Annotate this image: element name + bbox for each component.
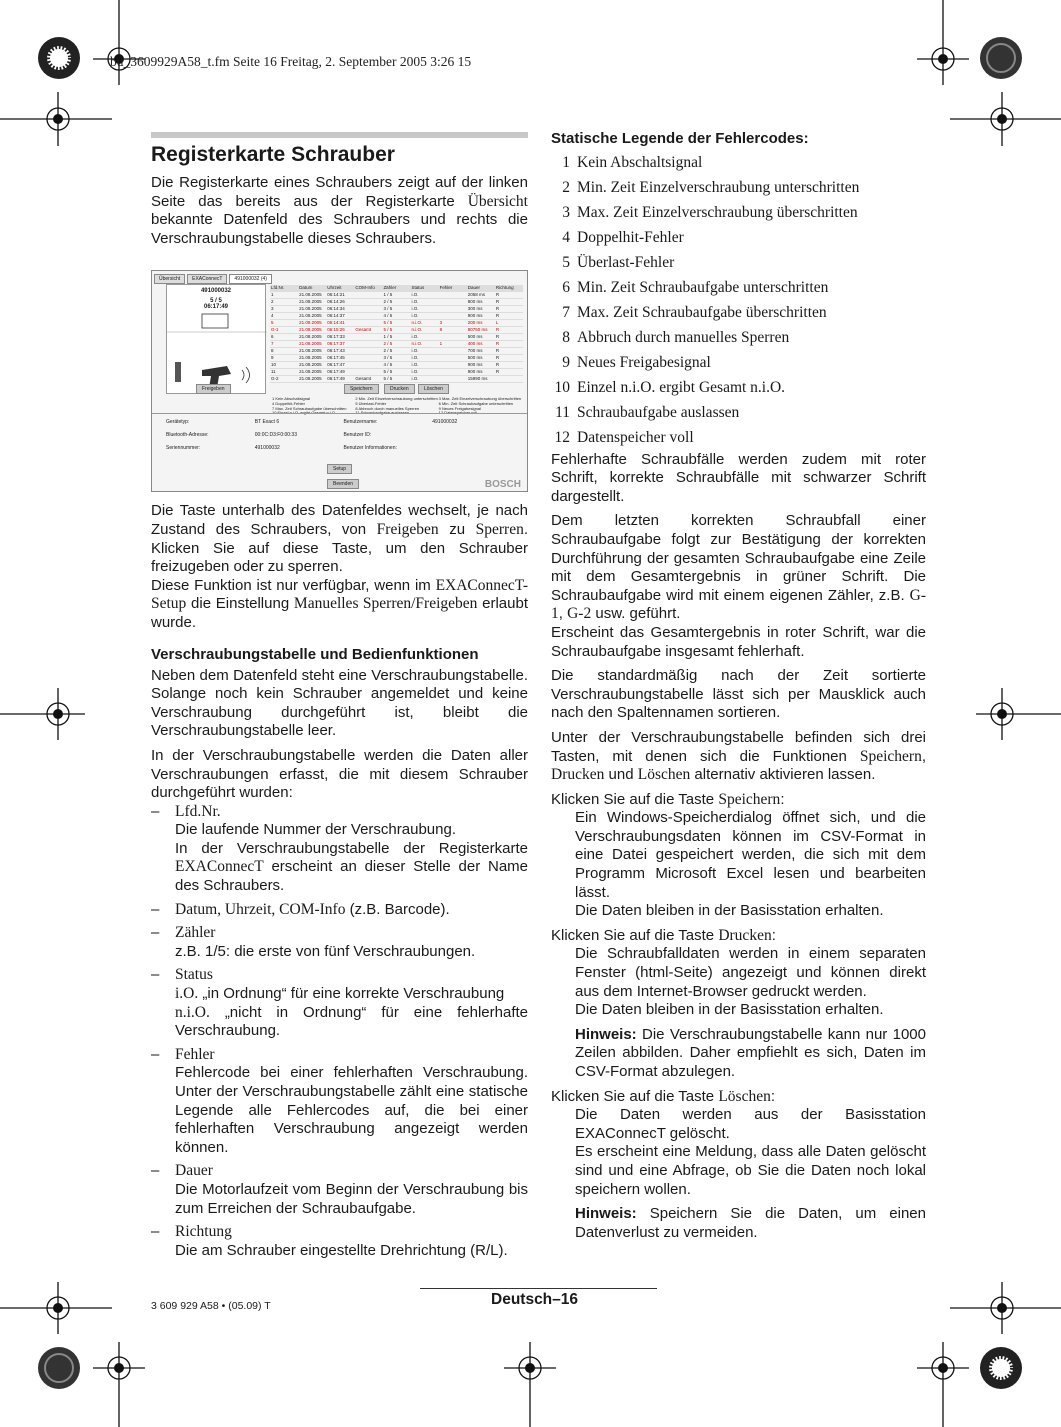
loeschen-note: Es erscheint eine Meldung, dass alle Daten gelöscht sind und eine Abfrage, ob Sie die Daten noch lokal speichern wollen. [575,1143,926,1198]
screenshot-figure [151,270,528,492]
legend-item: 7 Max. Zeit Schraubaufgabe überschritten [562,303,827,321]
table-row[interactable]: 6 21.08.2005 06:17:33 1 / 5 i.O. 500 ms R [270,334,523,341]
device-info: Gerätetyp: BT Exact 6 Benutzername: 491000032 Bluetooth-Adresse: 00:0C:D3:F0:00:33 Benutzer ID: Seriennummer: 491000032 Benutzer Informationen: [166,419,458,452]
section-title: Registerkarte Schrauber [151,143,395,166]
legend-item: 4 Doppelhit-Fehler [562,228,684,246]
table-row[interactable]: 10 21.08.2005 06:17:47 4 / 5 i.O. 900 ms R [270,362,523,369]
right-column [551,130,926,1242]
standard-paragraph: Die standardmäßig nach der Zeit sortierte Verschraubungstabelle lässt sich per Mausklick auch nach den Spaltennamen sortieren. [551,667,926,722]
table-row[interactable]: 1 21.08.2005 06:14:21 1 / 5 i.O. 2058 ms R [270,292,523,299]
hinweis-2: Hinweis: Speichern Sie die Daten, um einen Datenverlust zu vermeiden. [575,1205,926,1241]
footer-rule [420,1288,657,1289]
table-row[interactable]: 7 21.08.2005 06:17:37 2 / 5 n.i.O. 1 400 ms R [270,341,523,348]
setup-button[interactable]: Setup [327,464,352,474]
legend-item: 9 Neues Freigabesignal [562,353,711,371]
figure-tabs [154,274,272,284]
legend-item: 8 Abbruch durch manuelles Sperren [562,328,790,346]
device-id: 491000032 [200,288,232,295]
left-column [151,132,528,1265]
device-counter: 5 / 5 [210,298,222,305]
figure-legend-item: 10 Einzel n.i.O. ergibt Gesamt n.i.O. [272,410,337,416]
legend-item: 10 Einzel n.i.O. ergibt Gesamt n.i.O. [554,378,786,396]
table-row[interactable]: G-1 21.08.2005 06:15:26 Gesamt 5 / 5 n.i.O. 8 80750 ms R [270,327,523,334]
figure-legend-item: 7 Max. Zeit Schraubaufgabe überschritten [272,405,347,411]
legend-item: 11 Schraubaufgabe auslassen [555,403,740,421]
hinweis-1: Hinweis: Die Verschraubungstabelle kann nur 1000 Zeilen abbilden. Daher empfiehlt es sich, Daten im CSV-Format abzulegen. [575,1025,926,1080]
intro-paragraph: Die Registerkarte eines Schraubers zeigt auf der linken Seite das bereits aus der Registerkarte Übersicht bekannte Datenfeld des Schraubers und rechts die Verschraubungstabelle dieses Schraubers. [151,174,528,247]
list-item: – Zähler z.B. 1/5: die erste von fünf Verschraubungen. [151,924,476,960]
drucken-desc: Die Schraubfalldaten werden in einem separaten Fenster (html-Seite) angezeigt und können direkt aus dem Internet-Browser gedruckt werden. [575,945,926,1000]
fehlerhaft-paragraph: Fehlerhafte Schraubfälle werden zudem mit roter Schrift, korrekte Schraubfälle mit schwarzer Schrift dargestellt. [551,450,926,505]
subsection-title: Verschraubungstabelle und Bedienfunktionen [151,645,479,663]
screw-table [270,285,523,383]
figure-legend-item: 11 Schraubaufgabe auslassen [355,410,410,416]
legend-item: 6 Min. Zeit Schraubaufgabe unterschritten [562,278,829,296]
figure-legend-item: 3 Max. Zeit Einzelverschraubung überschritten [438,396,522,402]
loeschen-button[interactable]: Löschen [418,384,449,394]
taste-paragraph: Die Taste unterhalb des Datenfeldes wechselt, je nach Zustand des Schraubers, von Freigeben zu Sperren. Klicken Sie auf diese Taste, um den Schrauber freizugeben oder zu sperren. [151,502,528,576]
figure-legend-item: 1 Kein Abschaltsignal [272,396,311,402]
legend-item: 12 Datenspeicher voll [554,428,694,446]
freigeben-button[interactable]: Freigeben [196,384,231,394]
klick-speichern: Klicken Sie auf die Taste Speichern: [551,790,785,808]
tab-uebersicht[interactable]: Übersicht [154,274,185,284]
footer-code: 3 609 929 A58 • (05.09) T [151,1300,271,1312]
table-row[interactable]: 2 21.08.2005 06:14:26 2 / 5 i.O. 800 ms R [270,299,523,306]
device-panel [166,284,266,394]
neben-paragraph: Neben dem Datenfeld steht eine Verschraubungstabelle. Solange noch kein Schrauber angemeldet und keine Verschraubung durchgeführt ist, bleibt die Verschraubungstabelle leer. [151,666,528,740]
figure-legend-item: 5 Überlast-Fehler [355,400,387,406]
loeschen-desc: Die Daten werden aus der Basisstation EXAConnecT gelöscht. [575,1106,926,1142]
list-item: – Fehler Fehlercode bei einer fehlerhaften Verschraubung. Unter der Verschraubungstabelle zählt eine statische Legende alle Fehlercodes auf, die bei einer fehlerhaften Verschraubung angezeigt werden können. [151,1045,528,1156]
figure-legend-item: 2 Min. Zeit Einzelverschraubung unterschritten [355,396,438,402]
legend-item: 1 Kein Abschaltsignal [562,153,703,171]
legend-item: 3 Max. Zeit Einzelverschraubung überschritten [562,203,858,221]
drucken-button[interactable]: Drucken [384,384,415,394]
table-row[interactable]: 5 21.08.2005 06:14:41 5 / 5 n.i.O. 3 200 ms L [270,320,523,327]
legend-item: 5 Überlast-Fehler [562,253,675,271]
klick-drucken: Klicken Sie auf die Taste Drucken: [551,926,776,944]
file-header: bu_3609929A58_t.fm Seite 16 Freitag, 2. September 2005 3:26 15 [110,54,472,69]
speichern-button[interactable]: Speichern [344,384,379,394]
page-number: Deutsch–16 [491,1291,579,1308]
list-item: – Dauer Die Motorlaufzeit vom Beginn der Verschraubung bis zum Erreichen der Schraubaufgabe. [151,1162,528,1217]
legend-item: 2 Min. Zeit Einzelverschraubung unterschritten [562,178,860,196]
screwdriver-icon [167,310,267,390]
tab-exaconnect[interactable]: EXAConnecT [187,274,227,284]
unter-paragraph: Unter der Verschraubungstabelle befinden sich drei Tasten, mit denen sich die Funktionen Speichern, Drucken und Löschen alternativ aktivieren lassen. [551,728,926,784]
inder-paragraph: In der Verschraubungstabelle werden die Daten aller Verschraubungen erfasst, die mit diesem Schrauber durchgeführt wurden: [151,746,528,802]
legend-title: Statische Legende der Fehlercodes: [551,130,809,147]
beenden-button[interactable]: Beenden [327,479,359,489]
figure-legend-item: 9 Neues Freigabesignal [438,405,481,411]
table-row[interactable]: 9 21.08.2005 06:17:45 3 / 5 i.O. 500 ms R [270,355,523,362]
list-item: – Status i.O. „in Ordnung“ für eine korrekte Verschraubung n.i.O. „nicht in Ordnung“ für eine fehlerhafte Verschraubung. [151,966,528,1040]
funktion-paragraph: Diese Funktion ist nur verfügbar, wenn im EXAConnecT-Setup die Einstellung Manuelles Sperren/Freigeben erlaubt wurde. [151,576,528,631]
figure-legend-item: 8 Abbruch durch manuelles Sperren [355,405,420,411]
figure-legend-item: 6 Min. Zeit Schraubaufgabe unterschritten [438,400,514,406]
tab-schrauber[interactable]: 491000032 (4) [229,274,272,284]
dem-paragraph: Dem letzten korrekten Schraubfall einer Schraubaufgabe folgt zur Bestätigung der korrekten Durchführung der gesamten Schraubaufgabe eine Zeile mit dem Gesamtergebnis in grüner Schrift. Die Schraubaufgabe wird mit einem eigenen Zähler, z.B. G-1, G-2 usw. geführt. [551,512,926,623]
table-header: Lfd.Nr. Datum Uhrzeit COM-Info Zähler Status Fehler Dauer Richtung [270,285,523,292]
section-rule [151,132,528,138]
list-item: – Datum, Uhrzeit, COM-Info (z.B. Barcode). [151,900,450,918]
figure-legend-item: 12 Datenspeicher voll [438,410,478,416]
klick-loeschen: Klicken Sie auf die Taste Löschen: [551,1087,776,1105]
device-time: 06:17:49 [203,304,229,311]
figure-legend-item: 4 Doppelhit-Fehler [272,400,305,406]
speichern-note: Die Daten bleiben in der Basisstation erhalten. [575,902,884,920]
table-row[interactable]: 11 21.08.2005 06:17:49 5 / 5 i.O. 900 ms R [270,369,523,376]
list-item: – Lfd.Nr. Die laufende Nummer der Verschraubung. In der Verschraubungstabelle der Registerkarte EXAConnecT erscheint an dieser Stelle der Name des Schraubers. [151,802,528,895]
table-row[interactable]: G-2 21.08.2005 06:17:49 Gesamt 5 / 5 i.O. 15990 ms [270,376,523,383]
bosch-logo: BOSCH [484,479,521,491]
table-row[interactable]: 8 21.08.2005 06:17:43 2 / 5 i.O. 700 ms R [270,348,523,355]
speichern-desc: Ein Windows-Speicherdialog öffnet sich, und die Verschraubungsdaten können im CSV-Format in eine Datei gespeichert werden, die sich mit dem Programm Microsoft Excel lesen und bearbeiten lässt. [575,809,926,901]
table-row[interactable]: 4 21.08.2005 06:14:37 4 / 5 i.O. 900 ms R [270,313,523,320]
drucken-note: Die Daten bleiben in der Basisstation erhalten. [575,1001,884,1019]
table-row[interactable]: 3 21.08.2005 06:14:34 3 / 5 i.O. 300 ms R [270,306,523,313]
list-item: – Richtung Die am Schrauber eingestellte Drehrichtung (R/L). [151,1223,508,1259]
error-code-legend [551,151,926,451]
erscheint-paragraph: Erscheint das Gesamtergebnis in roter Schrift, war die Schraubaufgabe insgesamt fehlerhaft. [551,623,926,660]
